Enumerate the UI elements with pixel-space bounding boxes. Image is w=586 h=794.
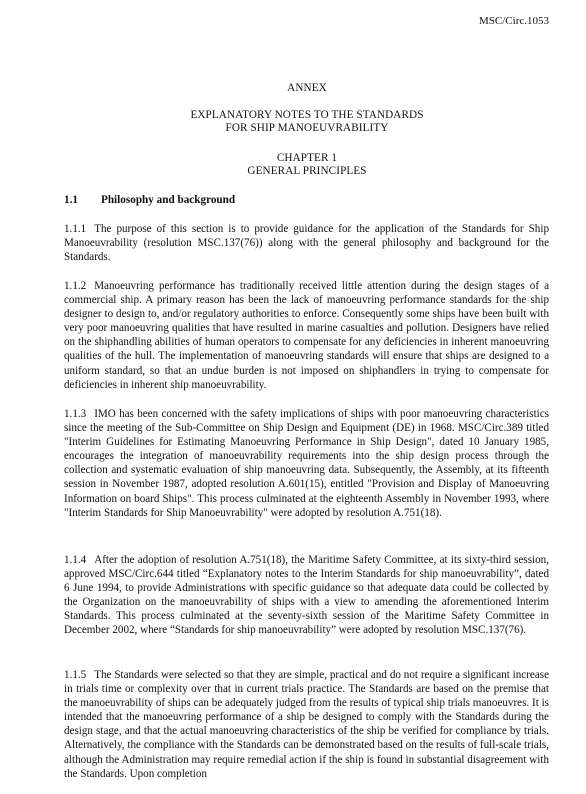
paragraph-text: The purpose of this section is to provide guidance for the application of the Standards for Ship Manoeuvrability (resolution MSC.137(76)) along with the general philosophy and background for the Standards. — [64, 223, 549, 264]
paragraph-text: IMO has been concerned with the safety implications of ships with poor manoeuvring characteristics since the meeting of the Sub-Committee on Ship Design and Equipment (DE) in 1968. MSC/Circ.389 titled "Interim Guidelines for Estimating Manoeuvring Performance in Ship Design", dated 10 January 1985, encourages the integration of manoeuvrability requirements into the ship design process through the collection and systematic evaluation of ship manoeuvring data. Subsequently, the Assembly, at its fifteenth session in November 1987, adopted resolution A.601(15), entitled "Provision and Display of Manoeuvring Information on board Ships". This process culminated at the eighteenth Assembly in November 1993, where "Interim Standards for Ship Manoeuvrability" were adopted by resolution A.751(18). — [64, 408, 549, 519]
title-line-2: FOR SHIP MANOEUVRABILITY — [225, 122, 389, 134]
chapter-number: CHAPTER 1 — [276, 152, 338, 164]
paragraph-text: After the adoption of resolution A.751(18), the Maritime Safety Committee, at its sixty-third session, approved MSC/Circ.644 titled “Explanatory notes to the Interim Standards for ship manoeuvrability”, dated 6 June 1994, to provide Administrations with specific guidance so that adequate data could be collected by the Organization on the manoeuvrability of ships with a view to amending the aforementioned Interim Standards. This process culminated at the seventy-sixth session of the Maritime Safety Committee in December 2002, where “Standards for ship manoeuvrability” were adopted by resolution MSC.137(76). — [64, 554, 549, 637]
chapter-name: GENERAL PRINCIPLES — [247, 165, 367, 177]
section-title: Philosophy and background — [101, 194, 236, 206]
paragraph-number: 1.1.5 — [64, 669, 87, 681]
chapter-heading — [64, 152, 550, 178]
paragraph-1-1-2 — [64, 279, 549, 392]
paragraph-number: 1.1.1 — [64, 223, 87, 235]
paragraph-text: The Standards were selected so that they are simple, practical and do not require a significant increase in trials time or complexity over that in current trials practice. The Standards are based on the premise that the manoeuvrability of ships can be adequately judged from the results of typical ship trials manoeuvres. It is intended that the manoeuvring performance of a ship be designed to comply with the Standards during the design stage, and that the actual manoeuvring characteristics of the ship be verified for compliance by trials. Alternatively, the compliance with the Standards can be demonstrated based on the results of full-scale trials, although the Administration may require remedial action if the ship is found in substantial disagreement with the Standards. Upon completion — [64, 669, 549, 780]
document-title — [64, 109, 550, 135]
paragraph-1-1-1 — [64, 222, 549, 264]
paragraph-1-1-3 — [64, 407, 549, 520]
annex-heading: ANNEX — [287, 82, 327, 94]
section-heading — [64, 194, 235, 207]
paragraph-number: 1.1.4 — [64, 554, 87, 566]
document-reference: MSC/Circ.1053 — [479, 15, 549, 27]
section-number: 1.1 — [64, 194, 78, 206]
paragraph-number: 1.1.2 — [64, 280, 87, 292]
paragraph-number: 1.1.3 — [64, 408, 87, 420]
paragraph-1-1-5 — [64, 668, 549, 781]
title-line-1: EXPLANATORY NOTES TO THE STANDARDS — [190, 109, 424, 121]
paragraph-text: Manoeuvring performance has traditionally received little attention during the design stages of a commercial ship. A primary reason has been the lack of manoeuvring performance standards for the ship designer to design to, and/or regulatory authorities to enforce. Consequently some ships have been built with very poor manoeuvring qualities that have resulted in marine casualties and pollution. Designers have relied on the shiphandling abilities of human operators to compensate for any deficiencies in inherent manoeuvring qualities of the hull. The implementation of manoeuvring standards will ensure that ships are designed to a uniform standard, so that an undue burden is not imposed on shiphandlers in trying to compensate for deficiencies in inherent ship manoeuvrability. — [64, 280, 549, 391]
paragraph-1-1-4 — [64, 553, 549, 638]
